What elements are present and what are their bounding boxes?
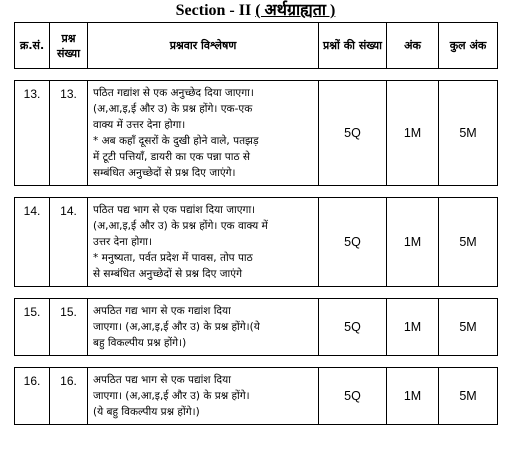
analysis-line: पठित गद्यांश से एक अनुच्छेद दिया जाएगा। [93,87,254,99]
analysis-line: जाएगा। (अ,आ,इ,ई और उ) के प्रश्न होंगे।(ये [93,321,260,333]
analysis-cell [88,299,319,356]
table-row [15,299,498,356]
analysis-cell [88,368,319,425]
analysis-line: (ये बहु विकल्पीय प्रश्न होंगे।) [93,406,200,418]
spacer-cell [15,356,498,368]
serial-cell: 15. [15,299,50,356]
total-marks-cell: 5M [439,81,498,186]
analysis-cell [88,81,319,186]
spacer-row [15,186,498,198]
analysis-line: पठित पद्य भाग से एक पद्यांश दिया जाएगा। [93,204,256,216]
marks-cell: 1M [387,198,439,287]
question-count-cell: 5Q [319,81,387,186]
serial-cell: 16. [15,368,50,425]
spacer-cell [15,186,498,198]
analysis-line: अपठित पद्य भाग से एक पद्यांश दिया [93,374,231,386]
section-title-main: Section - II [175,2,252,19]
spacer-cell [15,287,498,299]
analysis-line: (अ,आ,इ,ई और उ) के प्रश्न होंगे। एक-एक [93,103,253,115]
analysis-line: बहु विकल्पीय प्रश्न होंगे।) [93,337,187,349]
header-serial: क्र.सं. [15,23,50,69]
serial-cell: 13. [15,81,50,186]
question-count-cell: 5Q [319,299,387,356]
table-row [15,198,498,287]
analysis-line: अपठित गद्य भाग से एक गद्यांश दिया [93,305,231,317]
analysis-line: * अब कहाँ दूसरों के दुखी होने वाले, पतझड़ [93,135,259,147]
header-row [15,23,498,69]
analysis-line: जाएगा। (अ,आ,इ,ई और उ) के प्रश्न होंगे। [93,390,250,402]
analysis-line: से सम्बंधित अनुच्छेदों से प्रश्न दिए जाएंगे [93,268,242,280]
question-no-cell: 16. [50,368,88,425]
spacer-row [15,69,498,81]
analysis-table [14,22,498,425]
serial-cell: 14. [15,198,50,287]
analysis-line: वाक्य में उत्तर देना होगा। [93,119,186,131]
spacer-row [15,356,498,368]
question-count-cell: 5Q [319,198,387,287]
marks-cell: 1M [387,368,439,425]
section-title [0,1,511,21]
header-question-count: प्रश्नों की संख्या [319,23,387,69]
total-marks-cell: 5M [439,299,498,356]
header-total-marks: कुल अंक [439,23,498,69]
analysis-line: उत्तर देना होगा। [93,236,153,248]
section-title-sub: ( अर्थग्राह्यता ) [255,2,336,19]
header-marks: अंक [387,23,439,69]
table-row [15,81,498,186]
header-analysis: प्रश्नवार विश्लेषण [88,23,319,69]
question-count-cell: 5Q [319,368,387,425]
marks-cell: 1M [387,81,439,186]
question-no-cell: 14. [50,198,88,287]
spacer-cell [15,69,498,81]
total-marks-cell: 5M [439,198,498,287]
marks-cell: 1M [387,299,439,356]
table-row [15,368,498,425]
total-marks-cell: 5M [439,368,498,425]
question-no-cell: 15. [50,299,88,356]
header-question-no: प्रश्न संख्या [50,23,88,69]
analysis-line: (अ,आ,इ,ई और उ) के प्रश्न होंगे। एक वाक्य में [93,220,268,232]
analysis-line: सम्बंधित अनुच्छेदों से प्रश्न दिए जाएंगे। [93,167,236,179]
analysis-cell [88,198,319,287]
spacer-row [15,287,498,299]
analysis-line: * मनुष्यता, पर्वत प्रदेश में पावस, तोप पाठ [93,252,253,264]
question-no-cell: 13. [50,81,88,186]
analysis-line: में टूटी पत्तियाँ, डायरी का एक पन्ना पाठ से [93,151,251,163]
